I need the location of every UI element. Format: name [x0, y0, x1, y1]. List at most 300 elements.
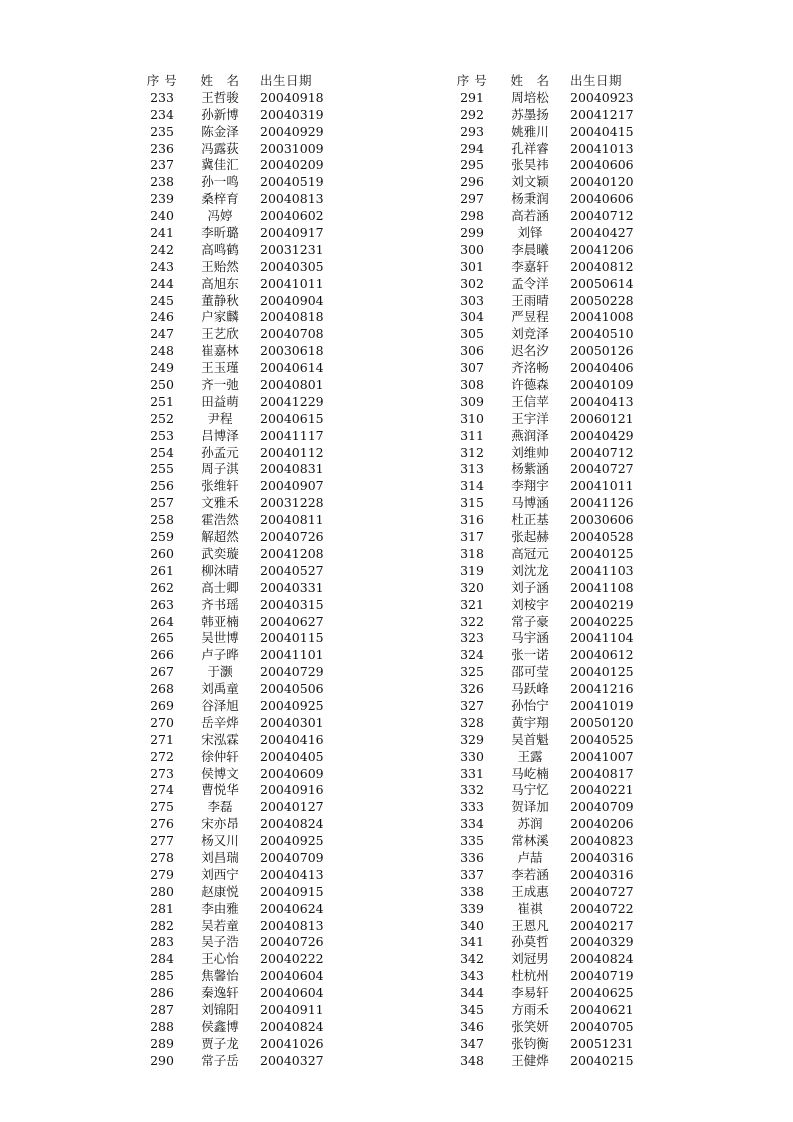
header-name: 姓 名 [510, 73, 550, 88]
header-birth-date: 出生日期 [260, 73, 313, 88]
table-row [450, 461, 650, 478]
table-row [140, 141, 340, 158]
birth-date-cell: 20050228 [570, 292, 634, 308]
birth-date-cell: 20040215 [570, 1052, 634, 1068]
name-cell: 邵可莹 [511, 664, 549, 680]
birth-date-cell: 20040609 [260, 765, 324, 781]
name-cell: 崔祺 [517, 900, 543, 916]
birth-date-cell: 20031009 [260, 140, 324, 156]
serial-number-cell: 287 [150, 1001, 174, 1017]
serial-number-cell: 260 [150, 545, 174, 561]
name-cell: 刘昌瑞 [201, 849, 239, 865]
serial-number-cell: 337 [460, 866, 484, 882]
birth-date-cell: 20040109 [570, 377, 634, 393]
table-row [450, 377, 650, 394]
serial-number-cell: 252 [150, 410, 174, 426]
birth-date-cell: 20041008 [570, 309, 634, 325]
name-cell: 侯鑫博 [201, 1018, 239, 1034]
serial-number-cell: 311 [460, 427, 484, 443]
name-cell: 王艺欣 [201, 326, 239, 342]
table-row [450, 1036, 650, 1053]
name-cell: 张一诺 [511, 647, 549, 663]
birth-date-cell: 20040127 [260, 799, 324, 815]
birth-date-cell: 20040818 [260, 309, 324, 325]
birth-date-cell: 20040405 [260, 748, 324, 764]
serial-number-cell: 283 [150, 934, 174, 950]
name-cell: 许德森 [511, 377, 549, 393]
birth-date-cell: 20040824 [260, 816, 324, 832]
name-cell: 王贻然 [201, 258, 239, 274]
table-row [450, 411, 650, 428]
serial-number-cell: 280 [150, 883, 174, 899]
serial-number-cell: 289 [150, 1035, 174, 1051]
birth-date-cell: 20040604 [260, 968, 324, 984]
birth-date-cell: 20040406 [570, 360, 634, 376]
table-row [140, 326, 340, 343]
birth-date-cell: 20050614 [570, 275, 634, 291]
name-cell: 王健烨 [511, 1052, 549, 1068]
serial-number-cell: 318 [460, 545, 484, 561]
serial-number-cell: 317 [460, 529, 484, 545]
table-row [450, 698, 650, 715]
birth-date-cell: 20040719 [570, 968, 634, 984]
serial-number-cell: 334 [460, 816, 484, 832]
table-row [140, 749, 340, 766]
name-cell: 高若涵 [511, 208, 549, 224]
table-row [140, 174, 340, 191]
name-cell: 刘冠男 [511, 951, 549, 967]
birth-date-cell: 20040727 [570, 461, 634, 477]
table-row [140, 698, 340, 715]
name-cell: 刘锦阳 [201, 1001, 239, 1017]
birth-date-cell: 20040712 [570, 208, 634, 224]
serial-number-cell: 272 [150, 748, 174, 764]
table-row [140, 124, 340, 141]
table-row [140, 512, 340, 529]
serial-number-cell: 255 [150, 461, 174, 477]
serial-number-cell: 273 [150, 765, 174, 781]
birth-date-cell: 20041117 [260, 427, 324, 443]
serial-number-cell: 309 [460, 393, 484, 409]
serial-number-cell: 326 [460, 681, 484, 697]
serial-number-cell: 257 [150, 495, 174, 511]
serial-number-cell: 259 [150, 529, 174, 545]
birth-date-cell: 20040712 [570, 444, 634, 460]
table-row [140, 107, 340, 124]
serial-number-cell: 331 [460, 765, 484, 781]
serial-number-cell: 330 [460, 748, 484, 764]
name-cell: 高旭东 [201, 275, 239, 291]
birth-date-cell: 20041126 [570, 495, 634, 511]
birth-date-cell: 20040427 [570, 225, 634, 241]
name-cell: 卢喆 [517, 849, 543, 865]
birth-date-cell: 20040219 [570, 596, 634, 612]
birth-date-cell: 20040917 [260, 225, 324, 241]
birth-date-cell: 20040615 [260, 410, 324, 426]
header-serial-number: 序 号 [146, 73, 178, 88]
serial-number-cell: 263 [150, 596, 174, 612]
table-row [450, 715, 650, 732]
birth-date-cell: 20040510 [570, 326, 634, 342]
name-cell: 常子豪 [511, 613, 549, 629]
birth-date-cell: 20040812 [570, 258, 634, 274]
name-cell: 王恩凡 [511, 917, 549, 933]
table-row [140, 766, 340, 783]
name-cell: 马博涵 [511, 495, 549, 511]
table-row [450, 428, 650, 445]
table-row [140, 208, 340, 225]
serial-number-cell: 244 [150, 275, 174, 291]
table-row [450, 580, 650, 597]
birth-date-cell: 20040726 [260, 934, 324, 950]
name-cell: 方雨禾 [511, 1001, 549, 1017]
table-row [140, 985, 340, 1002]
serial-number-cell: 320 [460, 579, 484, 595]
table-row [140, 90, 340, 107]
birth-date-cell: 20040624 [260, 900, 324, 916]
name-cell: 齐一弛 [201, 377, 239, 393]
serial-number-cell: 278 [150, 849, 174, 865]
name-cell: 霍浩然 [201, 512, 239, 528]
birth-date-cell: 20040813 [260, 191, 324, 207]
table-row [450, 985, 650, 1002]
name-cell: 马宁忆 [511, 782, 549, 798]
serial-number-cell: 310 [460, 410, 484, 426]
table-header [140, 73, 340, 90]
birth-date-cell: 20040519 [260, 174, 324, 190]
table-row [140, 428, 340, 445]
serial-number-cell: 270 [150, 714, 174, 730]
birth-date-cell: 20040824 [260, 1018, 324, 1034]
birth-date-cell: 20040925 [260, 833, 324, 849]
birth-date-cell: 20040115 [260, 630, 324, 646]
name-cell: 于灏 [207, 664, 233, 680]
serial-number-cell: 339 [460, 900, 484, 916]
table-row [450, 225, 650, 242]
name-cell: 武奕璇 [201, 545, 239, 561]
serial-number-cell: 298 [460, 208, 484, 224]
table-row [140, 343, 340, 360]
serial-number-cell: 314 [460, 478, 484, 494]
table-row [140, 1053, 340, 1070]
serial-number-cell: 327 [460, 697, 484, 713]
table-row [140, 1019, 340, 1036]
birth-date-cell: 20041019 [570, 697, 634, 713]
table-row [140, 951, 340, 968]
table-row [140, 293, 340, 310]
serial-number-cell: 261 [150, 562, 174, 578]
birth-date-cell: 20040824 [570, 951, 634, 967]
birth-date-cell: 20040221 [570, 782, 634, 798]
serial-number-cell: 322 [460, 613, 484, 629]
table-row [450, 918, 650, 935]
table-row [450, 614, 650, 631]
name-cell: 王宇洋 [511, 410, 549, 426]
name-cell: 王玉瑾 [201, 360, 239, 376]
table-row [450, 107, 650, 124]
serial-number-cell: 276 [150, 816, 174, 832]
name-cell: 李若涵 [511, 866, 549, 882]
birth-date-cell: 20041208 [260, 545, 324, 561]
name-cell: 刘铎 [517, 225, 543, 241]
birth-date-cell: 20040319 [260, 106, 324, 122]
name-cell: 孙一鸣 [201, 174, 239, 190]
serial-number-cell: 305 [460, 326, 484, 342]
birth-date-cell: 20041007 [570, 748, 634, 764]
serial-number-cell: 262 [150, 579, 174, 595]
serial-number-cell: 344 [460, 985, 484, 1001]
table-row [450, 884, 650, 901]
table-row [140, 461, 340, 478]
name-cell: 李由雅 [201, 900, 239, 916]
name-cell: 文雅禾 [201, 495, 239, 511]
birth-date-cell: 20040415 [570, 123, 634, 139]
birth-date-cell: 20040209 [260, 157, 324, 173]
table-row [450, 1019, 650, 1036]
birth-date-cell: 20040813 [260, 917, 324, 933]
name-cell: 王成惠 [511, 883, 549, 899]
name-cell: 卢子晔 [201, 647, 239, 663]
table-row [140, 445, 340, 462]
name-cell: 高冠元 [511, 545, 549, 561]
serial-number-cell: 340 [460, 917, 484, 933]
birth-date-cell: 20040120 [570, 174, 634, 190]
name-cell: 杜杭州 [511, 968, 549, 984]
name-cell: 张昊祎 [511, 157, 549, 173]
serial-number-cell: 312 [460, 444, 484, 460]
birth-date-cell: 20040528 [570, 529, 634, 545]
serial-number-cell: 346 [460, 1018, 484, 1034]
name-cell: 齐洺畅 [511, 360, 549, 376]
birth-date-cell: 20040705 [570, 1018, 634, 1034]
name-cell: 刘维帅 [511, 444, 549, 460]
birth-date-cell: 20040413 [570, 393, 634, 409]
birth-date-cell: 20040602 [260, 208, 324, 224]
serial-number-cell: 256 [150, 478, 174, 494]
birth-date-cell: 20031231 [260, 241, 324, 257]
table-row [450, 749, 650, 766]
table-row [140, 732, 340, 749]
name-cell: 田益萌 [201, 393, 239, 409]
name-cell: 韩亚楠 [201, 613, 239, 629]
name-cell: 崔嘉林 [201, 343, 239, 359]
name-cell: 杨秉润 [511, 191, 549, 207]
serial-number-cell: 248 [150, 343, 174, 359]
birth-date-cell: 20040413 [260, 866, 324, 882]
birth-date-cell: 20040918 [260, 89, 324, 105]
name-cell: 吴世博 [201, 630, 239, 646]
birth-date-cell: 20030606 [570, 512, 634, 528]
name-cell: 桑梓育 [201, 191, 239, 207]
serial-number-cell: 292 [460, 106, 484, 122]
serial-number-cell: 342 [460, 951, 484, 967]
serial-number-cell: 295 [460, 157, 484, 173]
serial-number-cell: 243 [150, 258, 174, 274]
name-cell: 刘竞泽 [511, 326, 549, 342]
serial-number-cell: 250 [150, 377, 174, 393]
name-cell: 马跃峰 [511, 681, 549, 697]
table-row [140, 191, 340, 208]
serial-number-cell: 235 [150, 123, 174, 139]
table-row [140, 664, 340, 681]
birth-date-cell: 20040527 [260, 562, 324, 578]
serial-number-cell: 240 [150, 208, 174, 224]
table-row [450, 326, 650, 343]
birth-date-cell: 20040222 [260, 951, 324, 967]
table-row [140, 782, 340, 799]
table-row [450, 850, 650, 867]
serial-number-cell: 251 [150, 393, 174, 409]
table-row [450, 968, 650, 985]
serial-number-cell: 246 [150, 309, 174, 325]
name-cell: 刘禹童 [201, 681, 239, 697]
birth-date-cell: 20040125 [570, 545, 634, 561]
serial-number-cell: 266 [150, 647, 174, 663]
table-row [450, 766, 650, 783]
serial-number-cell: 284 [150, 951, 174, 967]
birth-date-cell: 20040316 [570, 866, 634, 882]
birth-date-cell: 20040329 [570, 934, 634, 950]
serial-number-cell: 303 [460, 292, 484, 308]
birth-date-cell: 20040729 [260, 664, 324, 680]
name-cell: 吴子浩 [201, 934, 239, 950]
birth-date-cell: 20040904 [260, 292, 324, 308]
table-row [450, 782, 650, 799]
table-row [140, 816, 340, 833]
serial-number-cell: 285 [150, 968, 174, 984]
serial-number-cell: 281 [150, 900, 174, 916]
name-cell: 杨紫涵 [511, 461, 549, 477]
serial-number-cell: 254 [150, 444, 174, 460]
name-cell: 苏润 [517, 816, 543, 832]
birth-date-cell: 20041103 [570, 562, 634, 578]
birth-date-cell: 20040331 [260, 579, 324, 595]
name-cell: 严昱程 [511, 309, 549, 325]
name-cell: 柳沐晴 [201, 562, 239, 578]
table-row [140, 360, 340, 377]
serial-number-cell: 321 [460, 596, 484, 612]
name-cell: 王雨晴 [511, 292, 549, 308]
serial-number-cell: 296 [460, 174, 484, 190]
table-row [450, 630, 650, 647]
name-cell: 孔祥睿 [511, 140, 549, 156]
serial-number-cell: 245 [150, 292, 174, 308]
serial-number-cell: 313 [460, 461, 484, 477]
birth-date-cell: 20040125 [570, 664, 634, 680]
table-row [450, 174, 650, 191]
birth-date-cell: 20041026 [260, 1035, 324, 1051]
name-cell: 解超然 [201, 529, 239, 545]
table-row [450, 90, 650, 107]
birth-date-cell: 20040709 [260, 849, 324, 865]
birth-date-cell: 20040621 [570, 1001, 634, 1017]
serial-number-cell: 316 [460, 512, 484, 528]
table-row [450, 360, 650, 377]
table-row [140, 850, 340, 867]
serial-number-cell: 302 [460, 275, 484, 291]
serial-number-cell: 237 [150, 157, 174, 173]
table-row [140, 1036, 340, 1053]
table-row [450, 664, 650, 681]
name-cell: 李晨曦 [511, 241, 549, 257]
birth-date-cell: 20040217 [570, 917, 634, 933]
table-row [450, 563, 650, 580]
header-birth-date: 出生日期 [570, 73, 623, 88]
table-row [450, 529, 650, 546]
serial-number-cell: 301 [460, 258, 484, 274]
table-row [450, 799, 650, 816]
table-row [140, 968, 340, 985]
serial-number-cell: 249 [150, 360, 174, 376]
name-cell: 王露 [517, 748, 543, 764]
serial-number-cell: 265 [150, 630, 174, 646]
birth-date-cell: 20040811 [260, 512, 324, 528]
name-cell: 吕博泽 [201, 427, 239, 443]
table-row [450, 191, 650, 208]
serial-number-cell: 338 [460, 883, 484, 899]
serial-number-cell: 286 [150, 985, 174, 1001]
name-cell: 李磊 [207, 799, 233, 815]
serial-number-cell: 323 [460, 630, 484, 646]
serial-number-cell: 269 [150, 697, 174, 713]
birth-date-cell: 20040929 [260, 123, 324, 139]
serial-number-cell: 325 [460, 664, 484, 680]
table-row [140, 276, 340, 293]
name-cell: 吴首魁 [511, 731, 549, 747]
birth-date-cell: 20040206 [570, 816, 634, 832]
birth-date-cell: 20040627 [260, 613, 324, 629]
serial-number-cell: 271 [150, 731, 174, 747]
serial-number-cell: 236 [150, 140, 174, 156]
name-cell: 孙新博 [201, 106, 239, 122]
table-row [140, 597, 340, 614]
birth-date-cell: 20040727 [570, 883, 634, 899]
name-cell: 高鸣鹤 [201, 241, 239, 257]
name-cell: 王信苹 [511, 393, 549, 409]
birth-date-cell: 20040915 [260, 883, 324, 899]
birth-date-cell: 20050120 [570, 714, 634, 730]
table-row [450, 901, 650, 918]
serial-number-cell: 290 [150, 1052, 174, 1068]
birth-date-cell: 20040315 [260, 596, 324, 612]
name-cell: 刘西宁 [201, 866, 239, 882]
name-cell: 焦馨怡 [201, 968, 239, 984]
name-cell: 张维轩 [201, 478, 239, 494]
header-serial-number: 序 号 [456, 73, 488, 88]
serial-number-cell: 345 [460, 1001, 484, 1017]
table-row [450, 1002, 650, 1019]
table-row [450, 276, 650, 293]
serial-number-cell: 341 [460, 934, 484, 950]
serial-number-cell: 233 [150, 89, 174, 105]
birth-date-cell: 20040225 [570, 613, 634, 629]
serial-number-cell: 333 [460, 799, 484, 815]
birth-date-cell: 20040801 [260, 377, 324, 393]
name-cell: 贺译加 [511, 799, 549, 815]
table-row [450, 951, 650, 968]
table-row [140, 242, 340, 259]
table-row [140, 394, 340, 411]
serial-number-cell: 329 [460, 731, 484, 747]
birth-date-cell: 20040112 [260, 444, 324, 460]
serial-number-cell: 267 [150, 664, 174, 680]
birth-date-cell: 20060121 [570, 410, 634, 426]
name-cell: 苏墨扬 [511, 106, 549, 122]
name-cell: 刘子涵 [511, 579, 549, 595]
serial-number-cell: 239 [150, 191, 174, 207]
serial-number-cell: 319 [460, 562, 484, 578]
serial-number-cell: 299 [460, 225, 484, 241]
